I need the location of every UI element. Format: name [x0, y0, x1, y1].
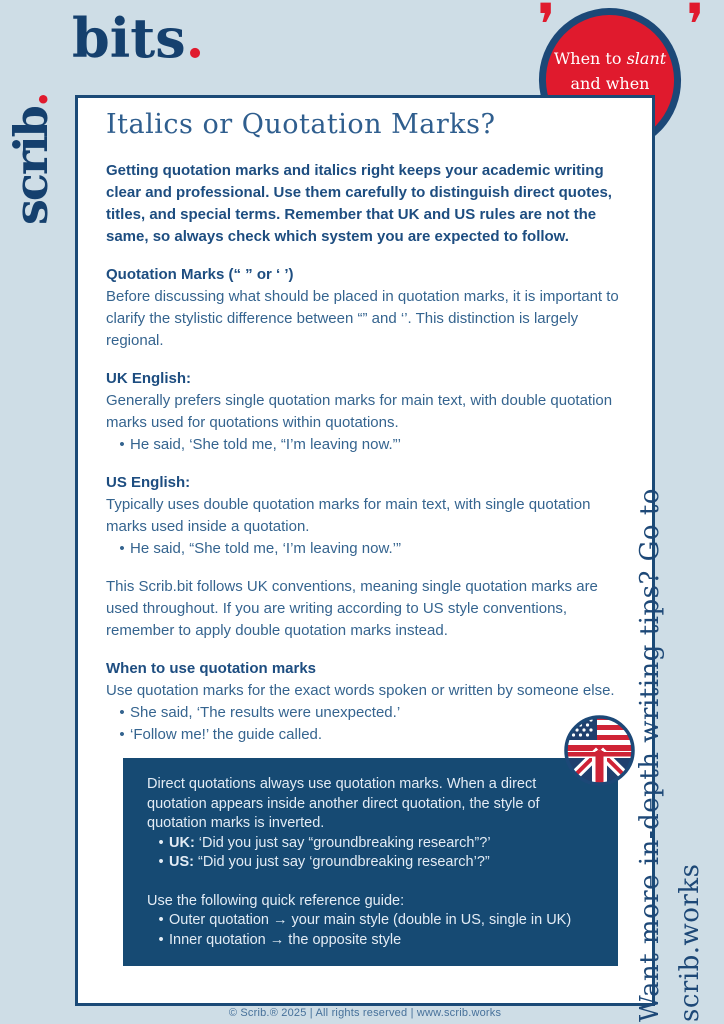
- section-heading: Quotation Marks (“ ” or ‘ ’): [106, 266, 294, 283]
- section-uk-convention-note: [106, 576, 620, 642]
- bits-logo: [72, 6, 204, 70]
- section-when-to-use: [106, 658, 620, 746]
- bullet-text: He said, ‘She told me, “I’m leaving now.”’: [130, 436, 401, 453]
- section-heading: US English:: [106, 474, 191, 491]
- bullet-text: [169, 853, 594, 873]
- badge-line-1: [539, 46, 681, 71]
- bullet-text: He said, “She told me, ‘I’m leaving now.’”: [130, 540, 401, 557]
- intro-paragraph: Getting quotation marks and italics right keeps your academic writing clear and professional. Use them carefully to distinguish direct quotes, titles, and special terms. Remember that UK and US rules are not the same, so always check which system you are expected to follow.: [106, 162, 612, 245]
- footer-text: © Scrib.® 2025 | All rights reserved | www.scrib.works: [228, 1007, 502, 1019]
- page-title: Italics or Quotation Marks?: [106, 109, 496, 140]
- us-label: US:: [169, 854, 194, 870]
- quote-ornament-icon-left: ❜: [537, 0, 556, 59]
- bullet-text: ‘Follow me!’ the guide called.: [130, 726, 323, 743]
- bullet-icon: •: [158, 854, 164, 870]
- bullet-icon: •: [119, 436, 125, 453]
- us-uk-flag-icon: [564, 715, 635, 786]
- info-box: [123, 758, 618, 966]
- section-body: Use quotation marks for the exact words spoken or written by someone else.: [106, 682, 615, 699]
- bullet-icon: •: [158, 834, 164, 851]
- uk-label: UK:: [169, 834, 195, 851]
- section-quotation-marks: [106, 264, 620, 352]
- bullet-icon: •: [119, 540, 125, 557]
- right-rail-text: Want more in-depth writing tips? Go to scrib.works: [635, 488, 705, 1022]
- section-us-english: [106, 472, 620, 560]
- bullet-icon: •: [158, 931, 164, 948]
- badge-line1-prefix: When to: [553, 49, 627, 68]
- section-body: This Scrib.bit follows UK conventions, meaning single quotation marks are used throughout. If you are writing according to US style conventions, remember to apply double quotation marks instead.: [106, 578, 598, 639]
- us-example: “Did you just say ‘groundbreaking research’?”: [197, 854, 490, 870]
- list-item: [147, 853, 594, 873]
- bullet-text: [169, 834, 594, 854]
- list-item: [106, 538, 620, 560]
- list-item: [147, 834, 594, 854]
- badge-line-2: and when: [570, 74, 650, 93]
- section-body: Typically uses double quotation marks for main text, with single quotation marks used inside a quotation.: [106, 496, 591, 535]
- bullet-text: Inner quotation → the opposite style: [169, 931, 402, 948]
- list-item: [106, 434, 620, 456]
- list-item: [106, 724, 620, 746]
- bullet-text: She said, ‘The results were unexpected.’: [130, 704, 401, 721]
- section-heading: UK English:: [106, 370, 191, 387]
- scrib-vertical-logo: [2, 50, 60, 225]
- badge-line1-italic: slant: [626, 49, 667, 68]
- bullet-icon: •: [158, 912, 164, 928]
- bits-logo-dot: .: [185, 6, 205, 70]
- scrib-logo-text: scrib: [4, 107, 58, 225]
- uk-example: ‘Did you just say “groundbreaking research”?’: [198, 834, 491, 851]
- list-item: [147, 911, 594, 931]
- section-uk-english: [106, 368, 620, 456]
- section-body: Before discussing what should be placed in quotation marks, it is important to clarify the stylistic difference between “” and ‘’. This distinction is largely regional.: [106, 288, 619, 349]
- guide-intro: Use the following quick reference guide:: [147, 892, 405, 909]
- section-heading: When to use quotation marks: [106, 660, 317, 677]
- bullet-text: Outer quotation → your main style (double in US, single in UK): [169, 912, 572, 928]
- list-item: [147, 931, 594, 951]
- section-body: Generally prefers single quotation marks for main text, with double quotation marks used for quotations within quotations.: [106, 392, 613, 431]
- bullet-icon: •: [119, 726, 125, 743]
- bits-logo-text: bits: [72, 6, 186, 70]
- list-item: [106, 702, 620, 724]
- quote-ornament-icon-right: ❜: [686, 0, 705, 59]
- info-box-paragraph: Direct quotations always use quotation marks. When a direct quotation appears inside another direct quotation, the style of quotation marks is inverted.: [147, 776, 540, 831]
- scrib-logo-dot: .: [4, 93, 58, 108]
- content-card: [75, 95, 655, 1006]
- bullet-icon: •: [119, 704, 125, 721]
